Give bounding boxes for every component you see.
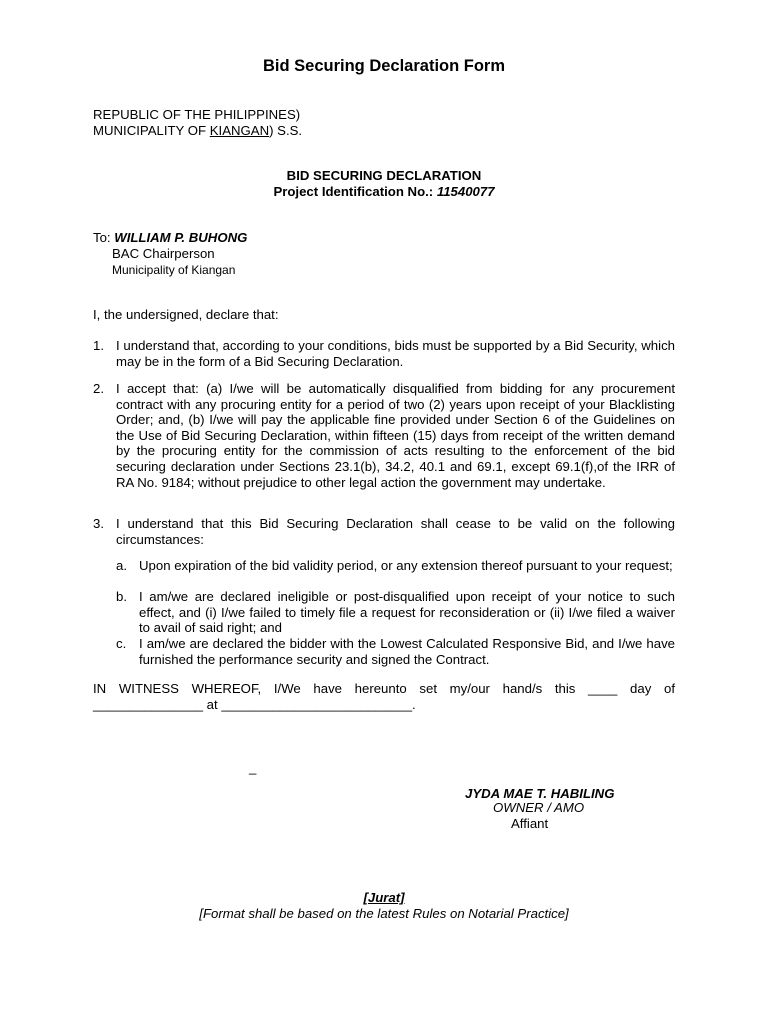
- affiant-role: Affiant: [511, 816, 549, 831]
- project-id-line: [0, 184, 768, 200]
- sub-item-letter: a.: [116, 558, 127, 573]
- addressee-line: [93, 230, 247, 246]
- list-item: [93, 338, 675, 369]
- municipality-line: [93, 123, 302, 139]
- sub-item-letter: c.: [116, 636, 127, 651]
- declaration-heading: BID SECURING DECLARATION: [286, 168, 482, 183]
- republic-line: REPUBLIC OF THE PHILIPPINES): [93, 107, 301, 122]
- list-item: [93, 381, 675, 490]
- signature-dash: _: [249, 760, 257, 775]
- to-label: To:: [93, 230, 115, 245]
- addressee-name: WILLIAM P. BUHONG: [114, 230, 248, 245]
- witness-line-1: IN WITNESS WHEREOF, I/We have hereunto set my/our hand/s this ____ day of: [93, 681, 675, 696]
- sub-item-text: I am/we are declared the bidder with the Lowest Calculated Responsive Bid, and I/we have furnished the performance security and signed the Contract.: [139, 636, 675, 667]
- affiant-title: OWNER / AMO: [493, 800, 585, 815]
- sub-list-item: [116, 636, 675, 667]
- jurat-label: [Jurat]: [363, 890, 405, 905]
- sub-list-item: [116, 558, 675, 574]
- sub-item-text: I am/we are declared ineligible or post-disqualified upon receipt of your notice to such effect, and (i) I/we failed to timely file a request for reconsideration or (ii) I/we filed a waiver to avail of said right; and: [139, 589, 675, 636]
- municipality-name: KIANGAN: [209, 123, 270, 138]
- item-number: 1.: [93, 338, 104, 353]
- municipality-prefix: MUNICIPALITY OF: [93, 123, 210, 138]
- sub-list-item: [116, 589, 675, 636]
- witness-line-2: _______________ at __________________________.: [93, 697, 416, 712]
- affiant-name: JYDA MAE T. HABILING: [465, 786, 615, 801]
- item-text: I understand that, according to your conditions, bids must be supported by a Bid Security, which may be in the form of a Bid Securing Declaration.: [116, 338, 675, 369]
- sub-item-letter: b.: [116, 589, 127, 604]
- item-number: 2.: [93, 381, 104, 396]
- municipality-suffix: ) S.S.: [269, 123, 303, 138]
- item-number: 3.: [93, 516, 104, 531]
- form-title: Bid Securing Declaration Form: [262, 57, 506, 75]
- sub-item-text: Upon expiration of the bid validity period, or any extension thereof pursuant to your request;: [139, 558, 673, 573]
- project-id-number: 11540077: [436, 184, 495, 199]
- intro-text: I, the undersigned, declare that:: [93, 307, 279, 322]
- addressee-office: Municipality of Kiangan: [112, 263, 236, 277]
- list-item: [93, 516, 675, 547]
- addressee-position: BAC Chairperson: [112, 246, 215, 261]
- item-text: I accept that: (a) I/we will be automatically disqualified from bidding for any procurement contract with any procuring entity for a period of two (2) years upon receipt of your Blacklisting Order; and, (b) I/we will pay the applicable fine provided under Section 6 of the Guidelines on the Use of Bid Securing Declaration, within fifteen (15) days from receipt of the written demand by the procuring entity for the commission of acts resulting to the enforcement of the bid securing declaration under Sections 23.1(b), 34.2, 40.1 and 69.1, except 69.1(f),of the IRR of RA No. 9184; without prejudice to other legal action the government may undertake.: [116, 381, 675, 490]
- project-id-label: Project Identification No.:: [273, 184, 437, 199]
- jurat-note: [Format shall be based on the latest Rules on Notarial Practice]: [199, 906, 569, 921]
- item-text: I understand that this Bid Securing Declaration shall cease to be valid on the following circumstances:: [116, 516, 675, 547]
